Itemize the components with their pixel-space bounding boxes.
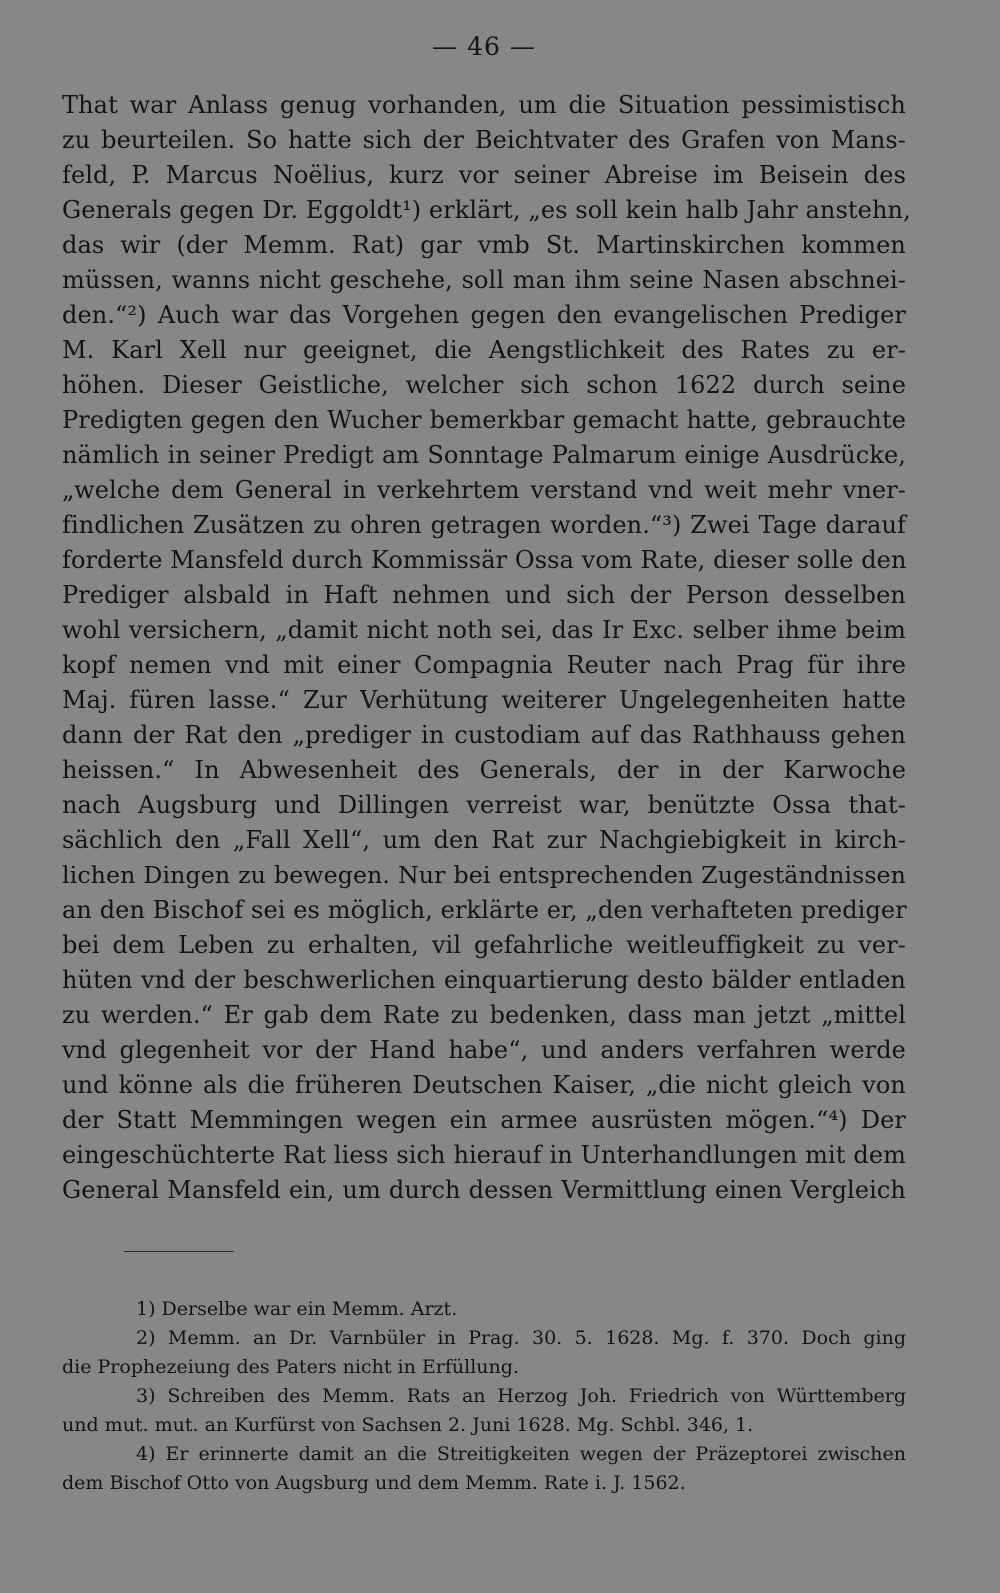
footnote-divider xyxy=(124,1251,234,1252)
footnote-line: die Prophezeiung des Paters nicht in Erfüllung. xyxy=(62,1356,519,1378)
text-line: wohl versichern, „damit nicht noth sei, das Ir Exc. selber ihme beim xyxy=(62,616,906,644)
text-line: That war Anlass genug vorhanden, um die Situation pessimistisch xyxy=(62,91,906,119)
footnotes xyxy=(62,1295,906,1498)
text-line: an den Bischof sei es möglich, erklärte er, „den verhafteten prediger xyxy=(62,896,907,924)
text-line: zu werden.“ Er gab dem Rate zu bedenken, dass man jetzt „mittel xyxy=(62,1001,906,1029)
footnote-line: 4) Er erinnerte damit an die Streitigkeiten wegen der Präzeptorei zwischen xyxy=(136,1443,906,1465)
text-line: feld, P. Marcus Noëlius, kurz vor seiner Abreise im Beisein des xyxy=(62,161,906,189)
text-line: höhen. Dieser Geistliche, welcher sich schon 1622 durch seine xyxy=(62,371,906,399)
footnote-line: 3) Schreiben des Memm. Rats an Herzog Joh. Friedrich von Württemberg xyxy=(136,1385,906,1407)
footnote-line: und mut. mut. an Kurfürst von Sachsen 2. Juni 1628. Mg. Schbl. 346, 1. xyxy=(62,1414,754,1436)
text-line: und könne als die früheren Deutschen Kaiser, „die nicht gleich von xyxy=(62,1071,906,1099)
text-line: zu beurteilen. So hatte sich der Beichtvater des Grafen von Mans- xyxy=(62,126,906,154)
text-line: findlichen Zusätzen zu ohren getragen worden.“³) Zwei Tage darauf xyxy=(62,511,906,539)
text-line: dann der Rat den „prediger in custodiam auf das Rathhauss gehen xyxy=(62,721,906,749)
text-line: vnd glegenheit vor der Hand habe“, und anders verfahren werde xyxy=(62,1036,906,1064)
text-line: nach Augsburg und Dillingen verreist war, benützte Ossa that- xyxy=(62,791,906,819)
text-line: kopf nemen vnd mit einer Compagnia Reuter nach Prag für ihre xyxy=(62,651,906,679)
text-line: heissen.“ In Abwesenheit des Generals, der in der Karwoche xyxy=(62,756,906,784)
text-line: der Statt Memmingen wegen ein armee ausrüsten mögen.“⁴) Der xyxy=(62,1106,906,1134)
page-number: — 46 — xyxy=(432,32,536,61)
text-line: lichen Dingen zu bewegen. Nur bei entsprechenden Zugeständnissen xyxy=(62,861,906,889)
main-text xyxy=(62,88,911,1208)
text-line: Maj. füren lasse.“ Zur Verhütung weiterer Ungelegenheiten hatte xyxy=(62,686,906,714)
text-line: den.“²) Auch war das Vorgehen gegen den evangelischen Prediger xyxy=(62,301,906,329)
text-line: hüten vnd der beschwerlichen einquartierung desto bälder entladen xyxy=(62,966,906,994)
text-line: Prediger alsbald in Haft nehmen und sich der Person desselben xyxy=(62,581,906,609)
text-line: müssen, wanns nicht geschehe, soll man ihm seine Nasen abschnei- xyxy=(62,266,906,294)
text-line: Predigten gegen den Wucher bemerkbar gemacht hatte, gebrauchte xyxy=(62,406,906,434)
text-line: forderte Mansfeld durch Kommissär Ossa vom Rate, dieser solle den xyxy=(62,546,907,574)
text-line: sächlich den „Fall Xell“, um den Rat zur Nachgiebigkeit in kirch- xyxy=(62,826,906,854)
text-line: bei dem Leben zu erhalten, vil gefahrliche weitleuffigkeit zu ver- xyxy=(62,931,906,959)
footnote-line: dem Bischof Otto von Augsburg und dem Memm. Rate i. J. 1562. xyxy=(62,1472,686,1494)
text-line: das wir (der Memm. Rat) gar vmb St. Martinskirchen kommen xyxy=(62,231,906,259)
footnote-line: 1) Derselbe war ein Memm. Arzt. xyxy=(136,1298,458,1320)
text-line: „welche dem General in verkehrtem verstand vnd weit mehr vner- xyxy=(62,476,906,504)
text-line: nämlich in seiner Predigt am Sonntage Palmarum einige Ausdrücke, xyxy=(62,441,906,469)
text-line: M. Karl Xell nur geeignet, die Aengstlichkeit des Rates zu er- xyxy=(62,336,906,364)
footnote-line: 2) Memm. an Dr. Varnbüler in Prag. 30. 5. 1628. Mg. f. 370. Doch ging xyxy=(136,1327,906,1349)
text-line: eingeschüchterte Rat liess sich hierauf in Unterhandlungen mit dem xyxy=(62,1141,906,1169)
text-line: General Mansfeld ein, um durch dessen Vermittlung einen Vergleich xyxy=(62,1176,906,1204)
text-line: Generals gegen Dr. Eggoldt¹) erklärt, „es soll kein halb Jahr anstehn, xyxy=(62,196,911,224)
